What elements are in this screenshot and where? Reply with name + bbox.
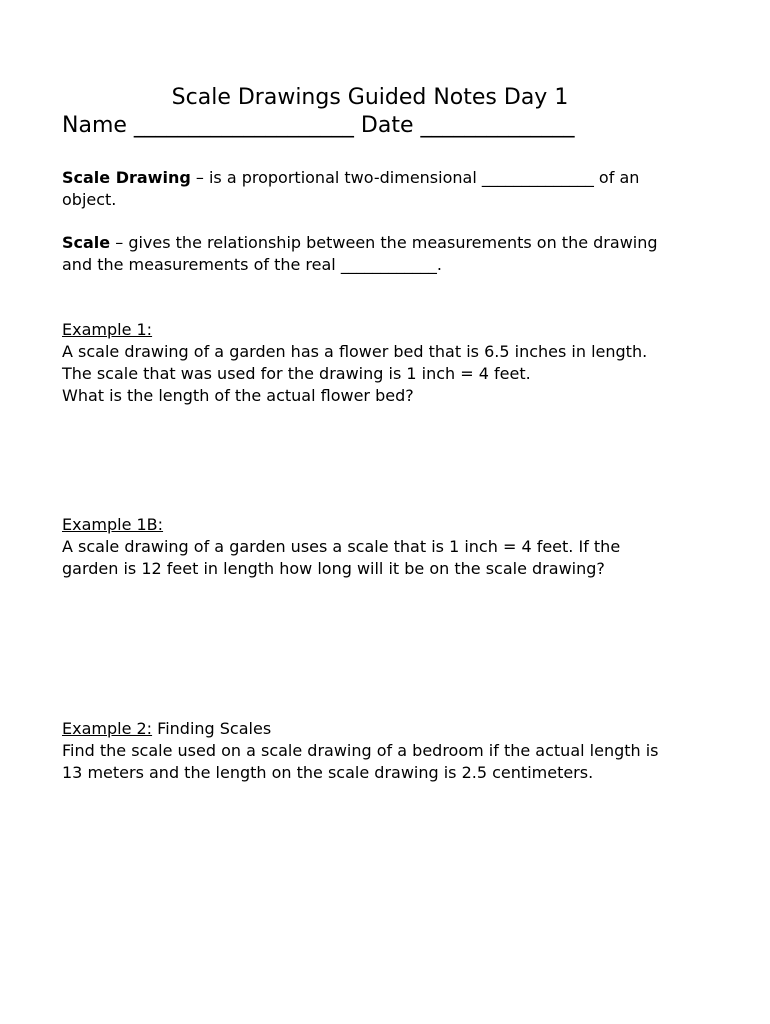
- example-1: [62, 319, 702, 407]
- definition-line: object.: [62, 190, 117, 209]
- page-title: Scale Drawings Guided Notes Day 1: [171, 85, 569, 110]
- example-line: garden is 12 feet in length how long will it be on the scale drawing?: [62, 559, 605, 578]
- example-line: Find the scale used on a scale drawing of a bedroom if the actual length is: [62, 741, 659, 760]
- example-heading: [62, 319, 702, 341]
- name-date-line: [62, 112, 575, 140]
- name-label: Name: [62, 113, 127, 138]
- example-line: A scale drawing of a garden uses a scale that is 1 inch = 4 feet. If the: [62, 537, 621, 556]
- date-blank: ______________: [420, 113, 575, 138]
- example-1b: [62, 514, 702, 580]
- example-line: A scale drawing of a garden has a flower bed that is 6.5 inches in length.: [62, 342, 648, 361]
- example-heading: [62, 514, 702, 536]
- example-2: [62, 718, 702, 784]
- definition-line: [62, 254, 702, 276]
- example-line: What is the length of the actual flower bed?: [62, 386, 414, 405]
- definition-text: – gives the relationship between the measurements on the drawing: [110, 233, 658, 252]
- example-line: 13 meters and the length on the scale drawing is 2.5 centimeters.: [62, 763, 594, 782]
- definition-text: of an: [593, 168, 640, 187]
- definition-text: and the measurements of the real: [62, 255, 341, 274]
- definition-line: [62, 232, 702, 254]
- definition-text: .: [436, 255, 442, 274]
- date-label: Date: [360, 113, 414, 138]
- definition-scale: [62, 232, 702, 276]
- example-subtitle: Finding Scales: [152, 719, 272, 738]
- example-line: The scale that was used for the drawing is 1 inch = 4 feet.: [62, 364, 531, 383]
- example-label: Example 2:: [62, 719, 153, 738]
- definition-scale-drawing: [62, 167, 702, 211]
- definition-text: – is a proportional two-dimensional: [190, 168, 482, 187]
- definition-term: Scale Drawing: [62, 168, 191, 187]
- example-heading: [62, 718, 702, 740]
- fill-in-blank: ____________: [340, 255, 437, 274]
- definition-term: Scale: [62, 233, 111, 252]
- example-label: Example 1:: [62, 320, 153, 339]
- name-blank: ____________________: [133, 113, 354, 138]
- definition-line: [62, 167, 702, 189]
- example-label: Example 1B:: [62, 515, 164, 534]
- fill-in-blank: ______________: [481, 168, 594, 187]
